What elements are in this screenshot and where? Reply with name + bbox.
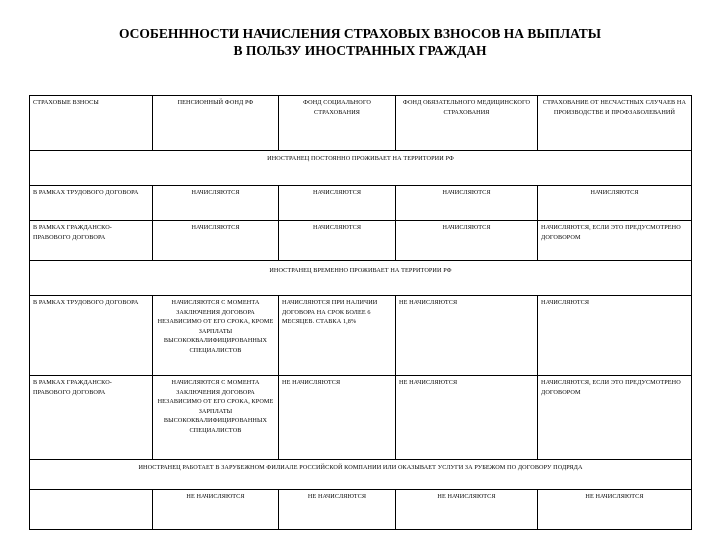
page-title xyxy=(0,25,720,59)
table-cell: НАЧИСЛЯЮТСЯ xyxy=(153,186,279,221)
section-title: ИНОСТРАНЕЦ ПОСТОЯННО ПРОЖИВАЕТ НА ТЕРРИТОРИИ РФ xyxy=(30,151,692,186)
table-cell: НАЧИСЛЯЮТСЯ ПРИ НАЛИЧИИ ДОГОВОРА НА СРОК БОЛЕЕ 6 МЕСЯЦЕВ. СТАВКА 1,8% xyxy=(279,296,396,376)
title-line-1: ОСОБЕНННОСТИ НАЧИСЛЕНИЯ СТРАХОВЫХ ВЗНОСОВ НА ВЫПЛАТЫ xyxy=(118,26,602,41)
table-cell: НАЧИСЛЯЮТСЯ, ЕСЛИ ЭТО ПРЕДУСМОТРЕНО ДОГОВОРОМ xyxy=(538,376,692,460)
table-cell: НЕ НАЧИСЛЯЮТСЯ xyxy=(279,376,396,460)
table-cell: НАЧИСЛЯЮТСЯ С МОМЕНТА ЗАКЛЮЧЕНИЯ ДОГОВОРА НЕЗАВИСИМО ОТ ЕГО СРОКА, КРОМЕ ЗАРПЛАТЫ ВЫСОКОКВАЛИФИЦИРОВАННЫХ СПЕЦИАЛИСТОВ xyxy=(153,296,279,376)
row-label: В РАМКАХ ТРУДОВОГО ДОГОВОРА xyxy=(30,296,153,376)
row-label xyxy=(30,490,153,530)
row-label: В РАМКАХ ГРАЖДАНСКО-ПРАВОВОГО ДОГОВОРА xyxy=(30,376,153,460)
header-cell: ПЕНСИОННЫЙ ФОНД РФ xyxy=(153,96,279,151)
section-row xyxy=(30,261,692,296)
section-title: ИНОСТРАНЕЦ РАБОТАЕТ В ЗАРУБЕЖНОМ ФИЛИАЛЕ РОССИЙСКОЙ КОМПАНИИ ИЛИ ОКАЗЫВАЕТ УСЛУГИ ЗА РУБЕЖОМ ПО ДОГОВОРУ ПОДРЯДА xyxy=(30,460,692,490)
table-row xyxy=(30,296,692,376)
section-row xyxy=(30,151,692,186)
section-title: ИНОСТРАНЕЦ ВРЕМЕННО ПРОЖИВАЕТ НА ТЕРРИТОРИИ РФ xyxy=(30,261,692,296)
contributions-table xyxy=(29,95,692,530)
header-cell: ФОНД СОЦИАЛЬНОГО СТРАХОВАНИЯ xyxy=(279,96,396,151)
table-cell: НЕ НАЧИСЛЯЮТСЯ xyxy=(153,490,279,530)
row-label: В РАМКАХ ТРУДОВОГО ДОГОВОРА xyxy=(30,186,153,221)
table-cell: НЕ НАЧИСЛЯЮТСЯ xyxy=(279,490,396,530)
table-cell: НЕ НАЧИСЛЯЮТСЯ xyxy=(396,376,538,460)
table-row xyxy=(30,186,692,221)
header-cell: СТРАХОВАНИЕ ОТ НЕСЧАСТНЫХ СЛУЧАЕВ НА ПРОИЗВОДСТВЕ И ПРОФЗАБОЛЕВАНИЙ xyxy=(538,96,692,151)
table-cell: НАЧИСЛЯЮТСЯ, ЕСЛИ ЭТО ПРЕДУСМОТРЕНО ДОГОВОРОМ xyxy=(538,221,692,261)
title-line-2: В ПОЛЬЗУ ИНОСТРАННЫХ ГРАЖДАН xyxy=(233,43,487,58)
table-cell: НЕ НАЧИСЛЯЮТСЯ xyxy=(396,490,538,530)
table-row xyxy=(30,376,692,460)
table-cell: НАЧИСЛЯЮТСЯ xyxy=(396,186,538,221)
header-cell: СТРАХОВЫЕ ВЗНОСЫ xyxy=(30,96,153,151)
table-cell: НАЧИСЛЯЮТСЯ xyxy=(396,221,538,261)
table-cell: НЕ НАЧИСЛЯЮТСЯ xyxy=(538,490,692,530)
table-cell: НАЧИСЛЯЮТСЯ xyxy=(279,221,396,261)
table-cell: НАЧИСЛЯЮТСЯ xyxy=(279,186,396,221)
table-cell: НАЧИСЛЯЮТСЯ xyxy=(538,296,692,376)
table-cell: НАЧИСЛЯЮТСЯ xyxy=(153,221,279,261)
section-row xyxy=(30,460,692,490)
table-cell: НАЧИСЛЯЮТСЯ xyxy=(538,186,692,221)
header-cell: ФОНД ОБЯЗАТЕЛЬНОГО МЕДИЦИНСКОГО СТРАХОВАНИЯ xyxy=(396,96,538,151)
table-cell: НЕ НАЧИСЛЯЮТСЯ xyxy=(396,296,538,376)
row-label: В РАМКАХ ГРАЖДАНСКО-ПРАВОВОГО ДОГОВОРА xyxy=(30,221,153,261)
table-row xyxy=(30,221,692,261)
header-row xyxy=(30,96,692,151)
table-row xyxy=(30,490,692,530)
table-cell: НАЧИСЛЯЮТСЯ С МОМЕНТА ЗАКЛЮЧЕНИЯ ДОГОВОРА НЕЗАВИСИМО ОТ ЕГО СРОКА, КРОМЕ ЗАРПЛАТЫ ВЫСОКОКВАЛИФИЦИРОВАННЫХ СПЕЦИАЛИСТОВ xyxy=(153,376,279,460)
